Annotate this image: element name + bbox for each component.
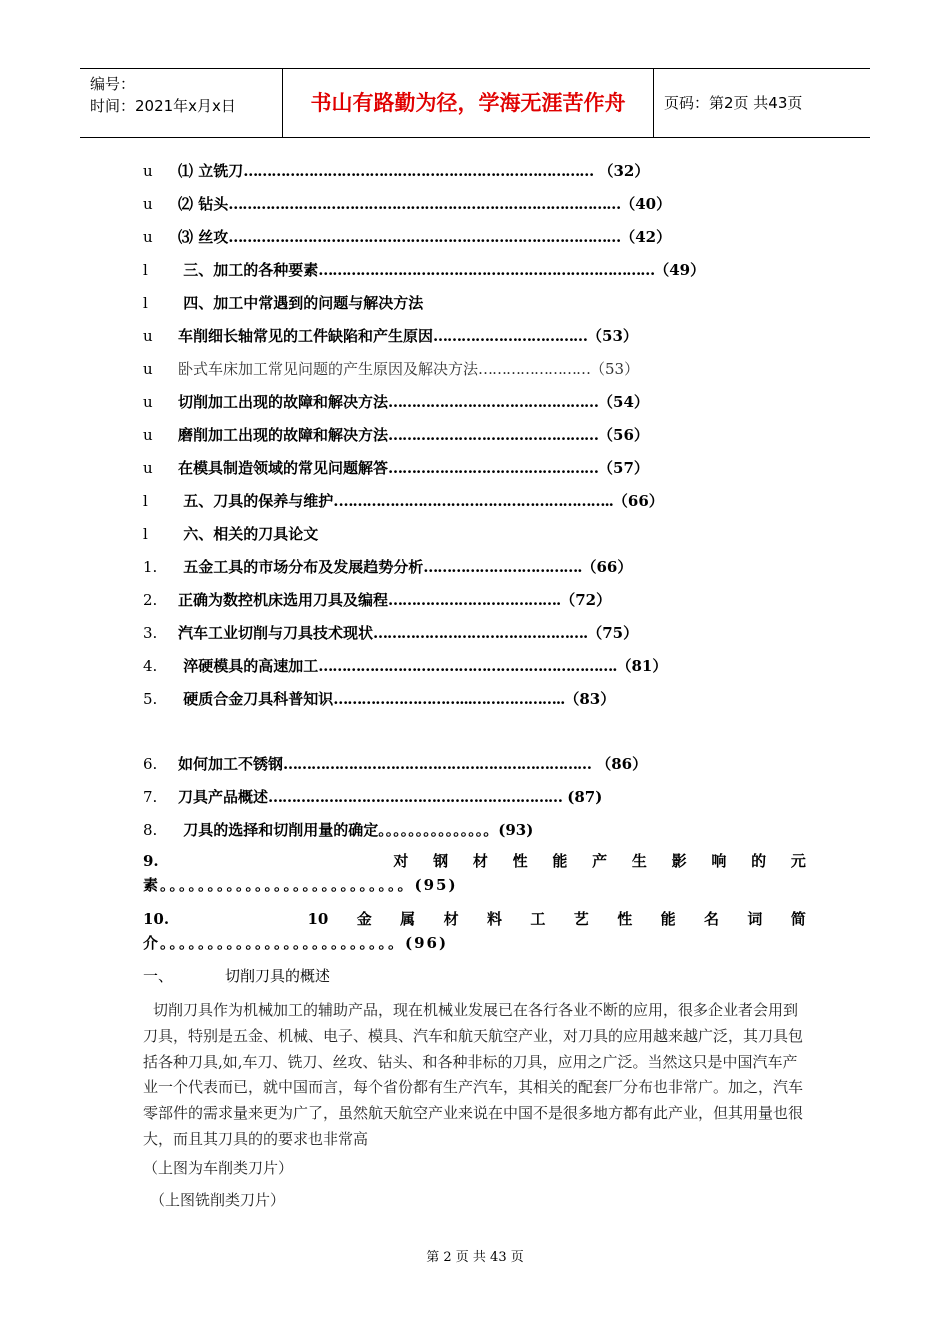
toc-bullet: l: [143, 525, 148, 543]
toc-leader-dots: …………………………….: [423, 558, 582, 576]
toc-entry[interactable]: [143, 225, 671, 249]
toc-bullet: 3.: [143, 624, 158, 642]
toc-page-number: （32）: [593, 162, 650, 180]
toc-title-char: 对: [393, 852, 409, 870]
toc-entry[interactable]: [143, 456, 649, 480]
toc-leader-dots: …………………………………………………………: [283, 755, 592, 773]
toc-entry[interactable]: [143, 489, 664, 513]
toc-bullet: u: [143, 360, 153, 378]
toc-leader-dots: ……………………: [478, 360, 591, 378]
header-meta: [80, 69, 283, 137]
toc-leader-dots: …………………………………………………………………………: [228, 195, 621, 213]
toc-page-number: （66）: [581, 558, 633, 576]
toc-leader-dots: ……………………………….: [388, 591, 561, 609]
toc-page-number: （66）: [612, 492, 664, 510]
toc-title: 在模具制造领域的常见问题解答: [178, 459, 389, 477]
toc-page-number: （54）: [598, 393, 649, 411]
toc-leader-dots: ………………………………………: [388, 426, 599, 444]
toc-leader-dots: ………………………...………………..: [333, 690, 565, 708]
toc-title: 刀具的选择和切削用量的确定。。。。。。。。。。。。。。。: [178, 821, 499, 839]
toc-bullet: l: [143, 294, 148, 312]
header-motto: 书山有路勤为径，学海无涯苦作舟: [283, 69, 654, 137]
toc-page-number: (93): [498, 821, 534, 839]
toc-title-char: 工: [530, 910, 546, 928]
toc-bullet: u: [143, 393, 153, 411]
toc-entry-10[interactable]: [143, 907, 806, 955]
toc-bullet: 8.: [143, 821, 158, 839]
toc-bullet: 7.: [143, 788, 158, 806]
toc-title: ⑵ 钻头: [178, 195, 229, 213]
toc-title: 硬质合金刀具科普知识: [178, 690, 334, 708]
toc-entry[interactable]: [143, 192, 671, 216]
toc-bullet: 2.: [143, 591, 158, 609]
toc-bullet: u: [143, 459, 153, 477]
toc-entry[interactable]: [143, 390, 649, 414]
toc-title-char: 元: [790, 852, 806, 870]
toc-entry[interactable]: [143, 687, 615, 711]
toc-title-char: 艺: [573, 910, 589, 928]
toc-leader-dots: ………………………………………………………: [268, 788, 563, 806]
toc-entry[interactable]: [143, 423, 649, 447]
toc-bullet: l: [143, 261, 148, 279]
toc-title: 车削细长轴常见的工件缺陷和产生原因: [178, 327, 434, 345]
toc-page-number: （75）: [587, 624, 639, 642]
toc-title-char: 生: [631, 852, 647, 870]
toc-bullet: u: [143, 426, 153, 444]
toc-entry[interactable]: [143, 654, 667, 678]
toc-entry[interactable]: [143, 291, 423, 315]
toc-bullet: 4.: [143, 657, 158, 675]
toc-page-number: （53）: [587, 327, 638, 345]
toc-page-number: （56）: [598, 426, 649, 444]
toc-entry-10-line2: 介。。。。。。。。。。。。。。。。。。。。。。。。。(96): [143, 934, 449, 952]
toc-title-char: 影: [671, 852, 687, 870]
toc-bullet: u: [143, 162, 153, 180]
toc-title-char: 名: [704, 910, 720, 928]
toc-title-char: 10: [307, 910, 329, 928]
toc-title-char: 钢: [433, 852, 449, 870]
toc-entry[interactable]: [143, 555, 632, 579]
caption-turning-inserts: （上图为车削类刀片）: [143, 1159, 294, 1177]
toc-leader-dots: ……………………………………….: [373, 624, 588, 642]
toc-bullet: 1.: [143, 558, 158, 576]
toc-title: 切削加工出现的故障和解决方法: [178, 393, 389, 411]
toc-title: 淬硬模具的高速加工: [178, 657, 319, 675]
number-label: 编号：: [90, 75, 136, 93]
toc-title-char: 性: [512, 852, 528, 870]
toc-title-char: 属: [400, 910, 416, 928]
caption-milling-inserts: （上图铣削类刀片）: [150, 1191, 286, 1209]
toc-title-char: 金: [356, 910, 372, 928]
toc-page-number: （40）: [620, 195, 672, 213]
toc-title: 六、相关的刀具论文: [178, 525, 319, 543]
toc-title: 刀具产品概述: [178, 788, 269, 806]
section-number: 一、: [143, 967, 174, 985]
toc-bullet: l: [143, 492, 148, 510]
toc-entry[interactable]: [143, 522, 318, 546]
toc-number: 10.: [143, 910, 170, 928]
toc-entry[interactable]: [143, 258, 705, 282]
toc-leader-dots: ……………………………: [433, 327, 588, 345]
header-page-info: 页码：第2页 共43页: [664, 94, 803, 112]
toc-bullet: u: [143, 327, 153, 345]
toc-bullet: u: [143, 228, 153, 246]
toc-leader-dots: ………………………………………………………………: [318, 261, 655, 279]
toc-title: 三、加工的各种要素: [178, 261, 319, 279]
toc-page-number: （57）: [598, 459, 649, 477]
toc-title-char: 性: [617, 910, 633, 928]
toc-entry-9-line2: 素。。。。。。。。。。。。。。。。。。。。。。。。。。(95): [143, 876, 458, 894]
toc-entry[interactable]: [143, 159, 649, 183]
toc-title-char: 简: [790, 910, 806, 928]
toc-title: 四、加工中常遇到的问题与解决方法: [178, 294, 424, 312]
toc-leader-dots: ……………………………………………………….: [318, 657, 617, 675]
toc-page-number: （42）: [620, 228, 672, 246]
toc-title-char: 响: [711, 852, 727, 870]
document-header: [80, 68, 870, 138]
toc-entry-9[interactable]: [143, 849, 806, 897]
section-heading: [143, 964, 330, 988]
toc-title: 正确为数控机床选用刀具及编程: [178, 591, 389, 609]
toc-title-char: 料: [486, 910, 502, 928]
toc-leader-dots: ………………………………………: [388, 393, 599, 411]
toc-page-number: （49）: [654, 261, 706, 279]
toc-entry[interactable]: [143, 357, 639, 381]
time-label: 时间：2021年x月x日: [90, 97, 236, 115]
toc-entry[interactable]: [143, 752, 647, 776]
toc-title-char: 的: [751, 852, 767, 870]
toc-leader-dots: ………………………………………: [388, 459, 599, 477]
toc-bullet: u: [143, 195, 153, 213]
section-title: 切削刀具的概述: [225, 967, 331, 985]
toc-title: 磨削加工出现的故障和解决方法: [178, 426, 389, 444]
toc-title-char: 能: [660, 910, 676, 928]
toc-leader-dots: …………………………………………………..: [338, 492, 613, 510]
toc-title: 汽车工业切削与刀具技术现状: [178, 624, 374, 642]
toc-page-number: (87): [562, 788, 603, 806]
toc-title-char: 材: [443, 910, 459, 928]
toc-page-number: （83）: [564, 690, 616, 708]
toc-entry[interactable]: [143, 324, 638, 348]
toc-number: 9.: [143, 852, 159, 870]
body-paragraph: 切削刀具作为机械加工的辅助产品，现在机械业发展已在各行各业不断的应用，很多企业者会用到刀具，特别是五金、机械、电子、模具、汽车和航天航空产业，对刀具的应用越来越广泛，其刀具包括各种刀具,如,车刀、铣刀、丝攻、钻头、和各种非标的刀具，应用之广泛。当然这只是中国汽车产业一个代表而已，就中国而言，每个省份都有生产汽车，其相关的配套厂分布也非常广。加之，汽车零部件的需求量来更为广了，虽然航天航空产业来说在中国不是很多地方都有此产业，但其用量也很大，而且其刀具的的要求也非常高: [143, 1001, 804, 1148]
toc-page-number: （86）: [591, 755, 648, 773]
toc-title: 卧式车床加工常见问题的产生原因及解决方法: [178, 360, 479, 378]
toc-page-number: （81）: [616, 657, 668, 675]
toc-entry[interactable]: [143, 818, 533, 842]
toc-title-char: 产: [592, 852, 608, 870]
toc-entry[interactable]: [143, 588, 611, 612]
toc-leader-dots: …………………………………………………………………………: [228, 228, 621, 246]
page-footer: 第 2 页 共 43 页: [426, 1250, 524, 1265]
toc-title-char: 能: [552, 852, 568, 870]
toc-title: 如何加工不锈钢: [178, 755, 284, 773]
toc-bullet: 6.: [143, 755, 158, 773]
toc-title: 五金工具的市场分布及发展趋势分析: [178, 558, 424, 576]
toc-page-number: （53）: [590, 360, 640, 378]
toc-title: ⑶ 丝攻: [178, 228, 229, 246]
toc-page-number: （72）: [560, 591, 612, 609]
toc-leader-dots: …………………………………………………………………: [243, 162, 594, 180]
toc-title-char: 词: [747, 910, 763, 928]
toc-title: 五、刀具的保养与维护.: [178, 492, 339, 510]
toc-bullet: 5.: [143, 690, 158, 708]
toc-entry[interactable]: [143, 785, 602, 809]
toc-entry[interactable]: [143, 621, 638, 645]
toc-title-char: 材: [472, 852, 488, 870]
toc-title: ⑴ 立铣刀: [178, 162, 244, 180]
